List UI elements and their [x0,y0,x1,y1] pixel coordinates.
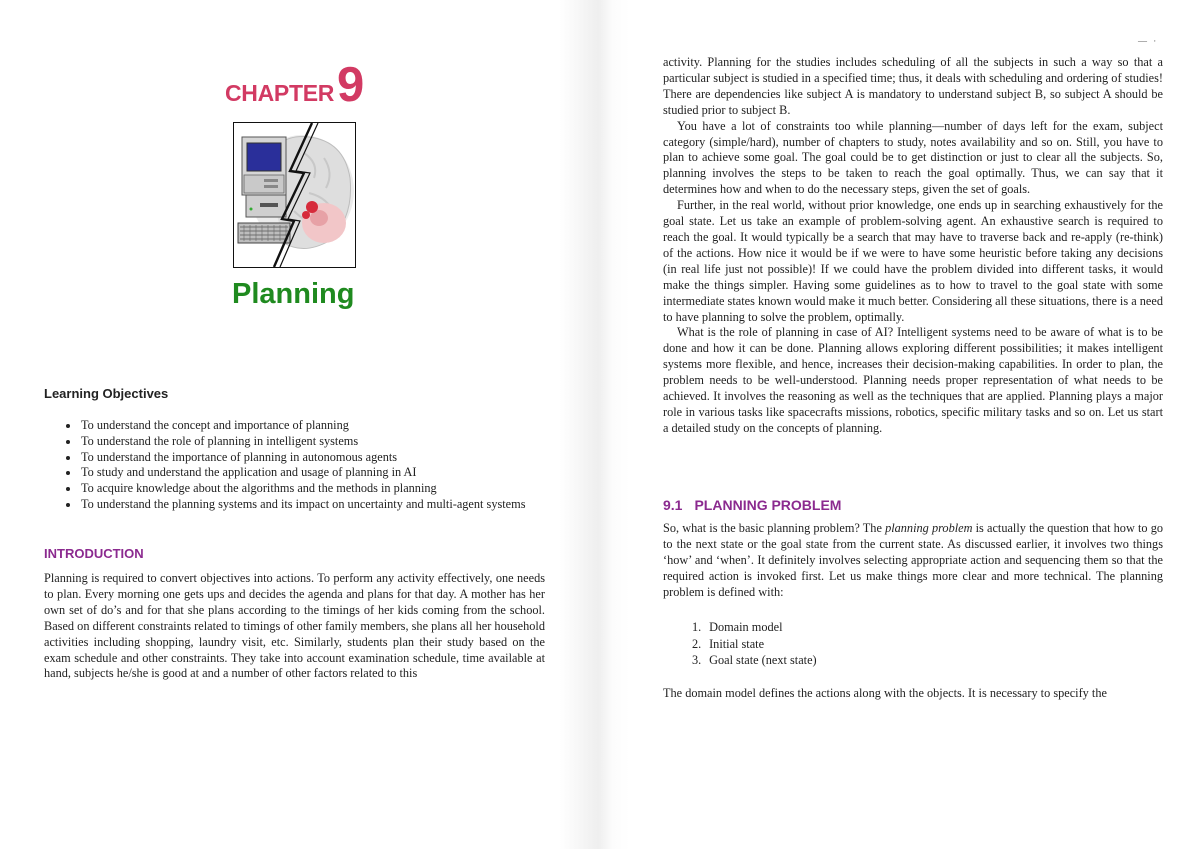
body-paragraph: Further, in the real world, without prior knowledge, one ends up in searching exhaustively for the goal state. Let us take an example of problem-solving agent. An exhaustive search is required to reach the goal. It would typically be a search that may have to traverse back and re-apply (re-think) of the actions. How nice it would be if we were to have some heuristic before taking any decisions (in real life just not possible)! If we could have the problem divided into different tasks, it would make the things simpler. Having some guidelines as to how to travel to the goal state with some intermediate states known would make it much better. Considering all these situations, there is a need to have planning to solve the problem, optimally. [663,198,1163,324]
body-paragraph: activity. Planning for the studies includes scheduling of all the subjects in such a way so that a particular subject is studied in a specified time; thus, it deals with scheduling and ordering of studies! There are dependencies like subject A is mandatory to understand subject B, so subject A should be studied prior to subject B. [663,55,1163,117]
list-item: 1. Domain model [692,620,783,634]
body-paragraph: You have a lot of constraints too while planning—number of days left for the exam, subject category (simple/hard), number of chapters to study, notes availability and so on. Still, you have to plan to achieve some goal. The goal could be to get distinction or just to clear all the subjects. So, planning involves the steps to be taken to reach the goal optimally. Thus, we can say that it determines how and when to do the necessary steps, given the set of goals. [663,118,1163,197]
chapter-label: CHAPTER [225,80,335,106]
planning-problem-list [692,619,817,669]
introduction-paragraph [44,571,545,682]
section-heading [663,497,841,513]
chapter-illustration [233,122,356,268]
section-number: 9.1 [663,497,683,513]
planning-problem-paragraph [663,521,1163,601]
introduction-text: Planning is required to convert objectives into actions. To perform any activity effectively, one needs to plan. Every morning one gets ups and decides the agenda and plans for that day. A mother has her own set of do’s and for that she plans according to the timings of her kids coming from the school. Based on different constraints related to timings of other family members, she plans all her household activities including shopping, laundry visit, etc. Similarly, students plan their study based on the exam schedule and other constraints. They take into account examination schedule, time available at hand, subjects he/she is good at and a number of other factors related to this [44,571,545,681]
list-item: To study and understand the application and usage of planning in AI [64,465,542,481]
computer-brain-illustration-icon [234,123,355,267]
section-title: PLANNING PROBLEM [694,497,842,513]
chapter-number: 9 [337,58,365,112]
section-text-after: is actually the question that how to go to the next state or the goal state from the current state. As discussed earlier, it involves two things ‘how’ and ‘when’. It definitely involves selecting appropriate action and sequencing them so that the required action is invoked first. Let us make things more clear and more technical. The planning problem is defined with: [663,521,1164,599]
learning-objectives-list [64,418,542,513]
closing-text: The domain model defines the actions along with the objects. It is necessary to specify the [663,686,1107,700]
list-item: To understand the importance of planning in autonomous agents [64,450,542,466]
corner-mark: — · [1138,36,1159,46]
introduction-heading: INTRODUCTION [44,546,144,561]
list-item: 3. Goal state (next state) [692,653,817,668]
domain-model-paragraph [663,686,1163,702]
body-paragraph: What is the role of planning in case of AI? Intelligent systems need to be aware of what is to be done and how it can be done. Planning allows exploring different possibilities; it makes intelligent systems more flexible, and hence, increases their decision-making capabilities. In order to plan, the problem needs to be well-understood. Planning needs proper representation of what needs to be achieved. It involves the reasoning as well as the techniques that are applied. Planning plays a major role in various tasks like spacecrafts missions, robotics, specific military tasks and so on. Let us start a detailed study on the concepts of planning. [663,325,1163,435]
list-item: To understand the role of planning in intelligent systems [64,434,542,450]
list-item: To understand the planning systems and its impact on uncertainty and multi-agent systems [64,497,542,513]
list-item: 2. Initial state [692,636,765,651]
list-item: To acquire knowledge about the algorithms and the methods in planning [64,481,542,497]
list-item: To understand the concept and importance of planning [64,418,542,434]
right-page-body [663,55,1163,437]
learning-objectives-heading: Learning Objectives [44,386,169,401]
section-text-emphasis: planning problem [885,521,973,535]
chapter-title: Planning [232,278,355,310]
section-text-before: So, what is the basic planning problem? The [663,521,886,535]
